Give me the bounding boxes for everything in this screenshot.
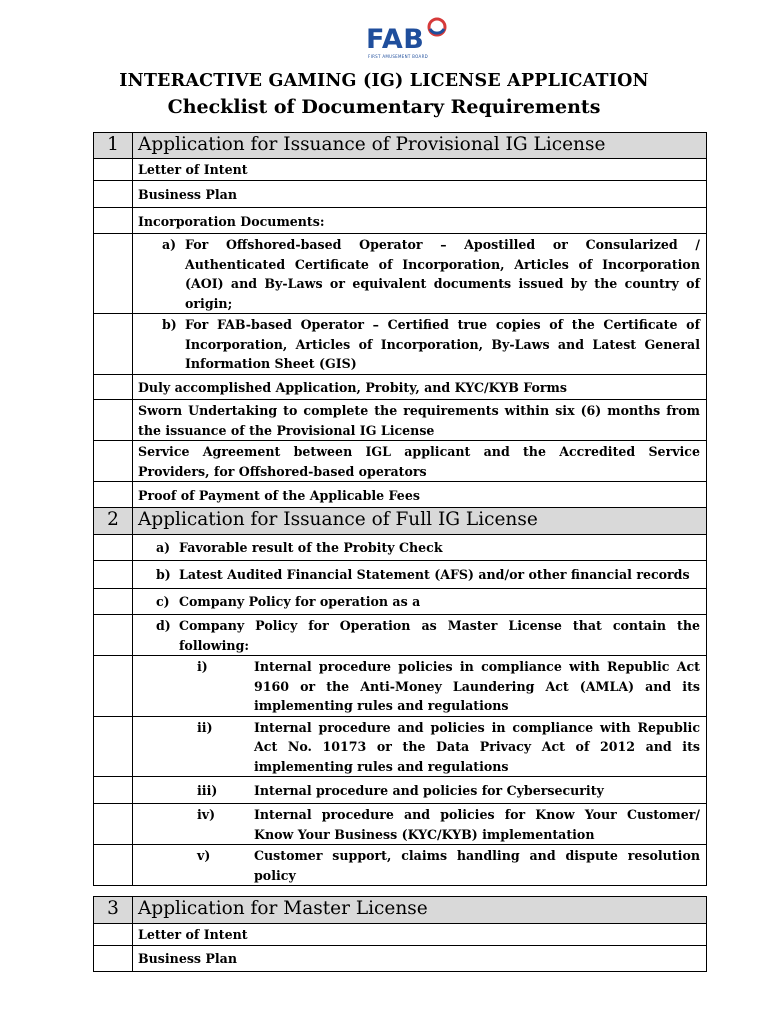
roman-label: iv)	[197, 807, 216, 822]
fab-logo	[366, 14, 456, 64]
checklist-row	[94, 845, 707, 886]
checkbox-cell[interactable]	[94, 716, 133, 777]
sub-item	[162, 315, 700, 374]
sub-item-label: a)	[156, 540, 171, 555]
roman-text: Internal procedure policies in compliance with Republic Act 9160 or the Anti-Money Laundering Act (AMLA) and its implementing rules and regulations	[254, 659, 700, 713]
checkbox-cell[interactable]	[94, 482, 133, 508]
section-title: Application for Issuance of Provisional IG License	[133, 133, 707, 159]
roman-sub-item	[133, 657, 700, 716]
requirement-text: Incorporation Documents:	[133, 208, 707, 234]
sub-item	[156, 565, 700, 585]
section-header	[94, 133, 707, 159]
checklist-row	[94, 159, 707, 181]
section-3-table	[93, 896, 707, 972]
logo-ring-icon	[426, 16, 448, 38]
section-header	[94, 897, 707, 924]
checklist-row	[94, 181, 707, 208]
checkbox-cell[interactable]	[94, 924, 133, 946]
checklist-row	[94, 441, 707, 482]
roman-label: iii)	[197, 783, 218, 798]
section-header	[94, 508, 707, 535]
checkbox-cell[interactable]	[94, 535, 133, 561]
checkbox-cell[interactable]	[94, 845, 133, 886]
requirement-text: Service Agreement between IGL applicant and the Accredited Service Providers, for Offshored-based operators	[133, 441, 707, 482]
logo-subtext: FIRST AMUSEMENT BOARD	[368, 54, 429, 59]
checklist-row	[94, 615, 707, 656]
checkbox-cell[interactable]	[94, 561, 133, 589]
checkbox-cell[interactable]	[94, 656, 133, 717]
roman-sub-item	[133, 781, 700, 801]
checklist-row	[94, 589, 707, 615]
sub-item-label: a)	[162, 237, 177, 252]
roman-text: Customer support, claims handling and dispute resolution policy	[254, 848, 700, 883]
requirement-text: Business Plan	[133, 181, 707, 208]
checkbox-cell[interactable]	[94, 234, 133, 314]
sub-item-text: For FAB-based Operator – Certified true copies of the Certificate of Incorporation, Articles of Incorporation, By-Laws and Latest General Information Sheet (GIS)	[185, 317, 700, 371]
checkbox-cell[interactable]	[94, 159, 133, 181]
roman-sub-item	[133, 846, 700, 885]
logo-text: FAB	[366, 24, 425, 55]
sub-item	[156, 616, 700, 655]
document-subtitle: Checklist of Documentary Requirements	[167, 96, 601, 118]
requirement-text: Business Plan	[133, 945, 707, 971]
sub-item	[156, 538, 700, 558]
checklist-row	[94, 716, 707, 777]
requirement-text: Proof of Payment of the Applicable Fees	[133, 482, 707, 508]
checkbox-cell[interactable]	[94, 615, 133, 656]
roman-text: Internal procedure and policies for Know Your Customer/ Know Your Business (KYC/KYB) implementation	[254, 807, 700, 842]
sub-item-text: Company Policy for operation as a	[179, 594, 421, 609]
requirement-text: Letter of Intent	[133, 924, 707, 946]
checklist-row	[94, 482, 707, 508]
roman-text: Internal procedure and policies in compliance with Republic Act No. 10173 or the Data Privacy Act of 2012 and its implementing rules and regulations	[254, 719, 700, 774]
checkbox-cell[interactable]	[94, 777, 133, 804]
section-number: 3	[94, 897, 133, 924]
sub-item-text: Favorable result of the Probity Check	[179, 540, 443, 555]
requirement-text: Sworn Undertaking to complete the requirements within six (6) months from the issuance of the Provisional IG License	[133, 400, 707, 441]
section-number: 2	[94, 508, 133, 535]
sub-item-label: c)	[156, 594, 170, 609]
checkbox-cell[interactable]	[94, 181, 133, 208]
roman-label: ii)	[197, 719, 213, 735]
sub-item	[162, 235, 700, 313]
section-title: Application for Issuance of Full IG License	[133, 508, 707, 535]
sub-item-text: Latest Audited Financial Statement (AFS) and/or other financial records	[179, 567, 690, 582]
checklist-row	[94, 945, 707, 971]
checklist-row	[94, 314, 707, 375]
document-title: INTERACTIVE GAMING (IG) LICENSE APPLICATION	[119, 71, 649, 91]
checklist-row	[94, 777, 707, 804]
roman-label: v)	[197, 848, 211, 863]
roman-label: i)	[197, 659, 208, 674]
checkbox-cell[interactable]	[94, 441, 133, 482]
section-1-table	[93, 132, 707, 886]
checkbox-cell[interactable]	[94, 208, 133, 234]
checklist-row	[94, 375, 707, 400]
checkbox-cell[interactable]	[94, 589, 133, 615]
checklist-row	[94, 208, 707, 234]
checkbox-cell[interactable]	[94, 804, 133, 845]
sub-item-text: Company Policy for Operation as Master License that contain the following:	[179, 618, 700, 653]
checkbox-cell[interactable]	[94, 375, 133, 400]
checklist-row	[94, 804, 707, 845]
section-title: Application for Master License	[133, 897, 707, 924]
checklist-row	[94, 656, 707, 717]
section-number: 1	[94, 133, 133, 159]
sub-item-label: b)	[162, 317, 177, 332]
checklist-row	[94, 561, 707, 589]
sub-item-label: d)	[156, 618, 171, 633]
requirement-text: Letter of Intent	[133, 159, 707, 181]
checkbox-cell[interactable]	[94, 314, 133, 375]
checklist-row	[94, 234, 707, 314]
roman-sub-item	[133, 805, 700, 844]
roman-sub-item	[133, 718, 700, 777]
sub-item-text: For Offshored-based Operator – Apostilled or Consularized / Authenticated Certificate of Incorporation, Articles of Incorporation (AOI) and By-Laws or equivalent documents issued by the country of origin;	[185, 237, 700, 311]
checkbox-cell[interactable]	[94, 945, 133, 971]
sub-item-label: b)	[156, 567, 171, 582]
roman-text: Internal procedure and policies for Cybersecurity	[254, 783, 604, 798]
requirement-text: Duly accomplished Application, Probity, and KYC/KYB Forms	[133, 375, 707, 400]
checklist-row	[94, 924, 707, 946]
checkbox-cell[interactable]	[94, 400, 133, 441]
sub-item	[156, 592, 700, 612]
checklist-row	[94, 535, 707, 561]
checklist-row	[94, 400, 707, 441]
